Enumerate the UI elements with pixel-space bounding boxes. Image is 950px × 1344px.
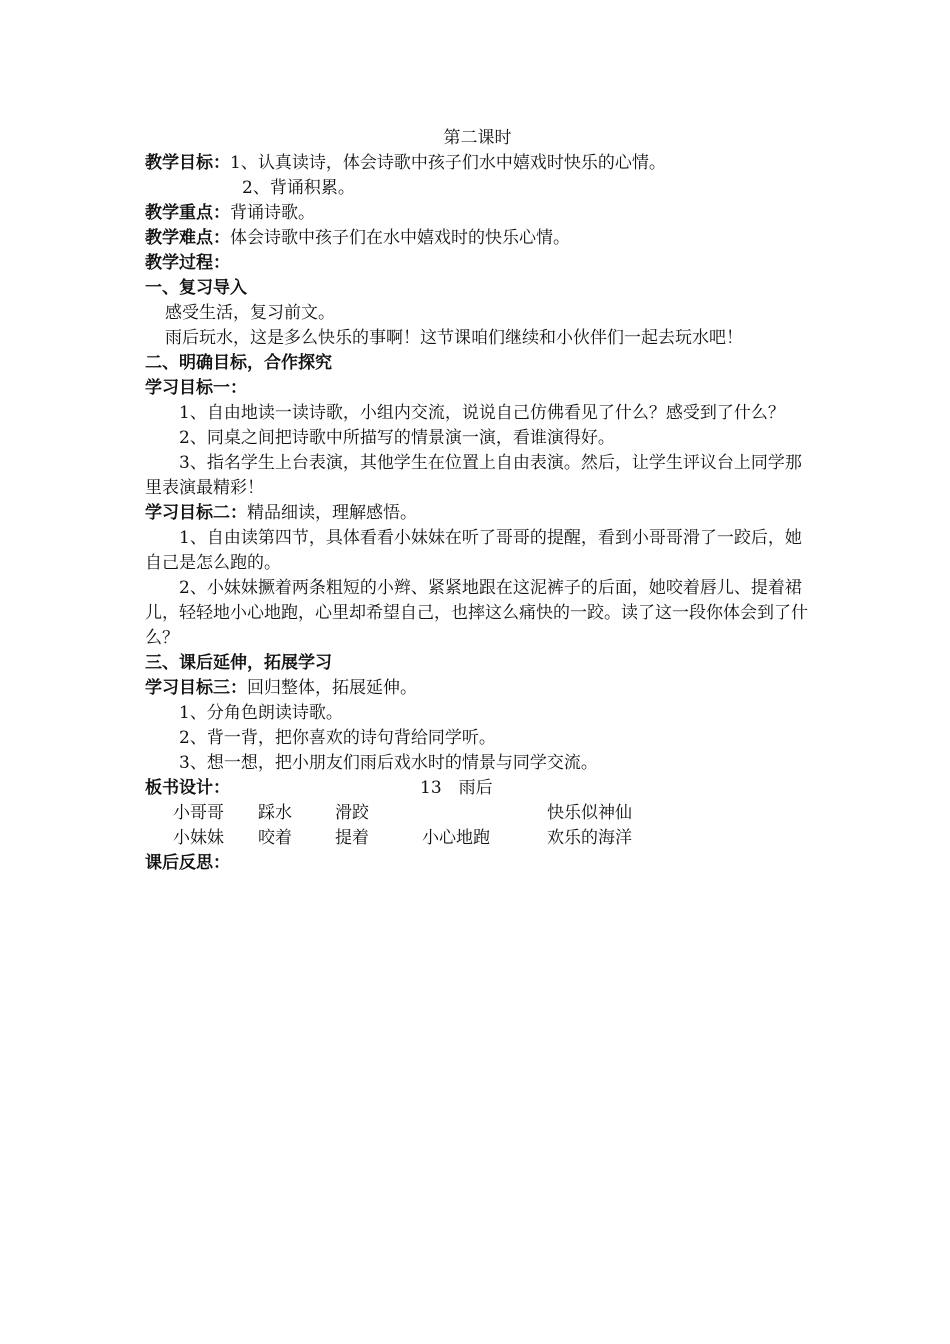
board-design-header xyxy=(145,776,810,801)
board-cell: 滑跤 xyxy=(335,803,369,823)
goal-2-item-1: 1、自由读第四节，具体看看小妹妹在听了哥哥的提醒，看到小哥哥滑了一跤后，她自己是怎么跑的。 xyxy=(145,528,802,573)
goal-3-row xyxy=(145,676,810,701)
goal-2-text: 精品细读，理解感悟。 xyxy=(247,503,417,523)
difficulty-text: 体会诗歌中孩子们在水中嬉戏时的快乐心情。 xyxy=(230,228,570,248)
objectives-item-2: 2、背诵积累。 xyxy=(242,178,355,198)
goal-3-label: 学习目标三： xyxy=(145,678,247,698)
objectives-item-1: 1、认真读诗，体会诗歌中孩子们水中嬉戏时快乐的心情。 xyxy=(230,153,666,173)
key-point-text: 背诵诗歌。 xyxy=(230,203,315,223)
board-design-label: 板书设计： xyxy=(145,778,230,798)
board-row-2 xyxy=(145,826,810,851)
section-3-heading: 三、课后延伸，拓展学习 xyxy=(145,653,332,673)
board-cell: 欢乐的海洋 xyxy=(547,828,632,848)
page-title: 第二课时 xyxy=(443,128,512,148)
difficulty-label: 教学难点： xyxy=(145,228,230,248)
objectives-row xyxy=(145,151,810,176)
board-design-title: 13 雨后 xyxy=(420,778,493,798)
goal-2-row xyxy=(145,501,810,526)
section-1-line-1: 感受生活，复习前文。 xyxy=(165,303,335,323)
section-1-line-2: 雨后玩水，这是多么快乐的事啊！这节课咱们继续和小伙伴们一起去玩水吧！ xyxy=(165,328,743,348)
goal-3-text: 回归整体，拓展延伸。 xyxy=(247,678,417,698)
goal-1-item-2: 2、同桌之间把诗歌中所描写的情景演一演，看谁演得好。 xyxy=(179,428,615,448)
goal-1-item-1: 1、自由地读一读诗歌，小组内交流，说说自己仿佛看见了什么？感受到了什么？ xyxy=(179,403,785,423)
goal-2-item-2: 2、小妹妹撅着两条粗短的小辫、紧紧地跟在这泥裤子的后面，她咬着唇儿、提着裙儿，轻轻地小心地跑，心里却希望自己，也摔这么痛快的一跤。读了这一段你体会到了什么？ xyxy=(145,578,808,648)
goal-3-item-1: 1、分角色朗读诗歌。 xyxy=(179,703,343,723)
board-cell: 踩水 xyxy=(258,803,292,823)
goal-1-item-3: 3、指名学生上台表演，其他学生在位置上自由表演。然后，让学生评议台上同学那里表演最精彩！ xyxy=(145,453,802,498)
difficulty-row xyxy=(145,226,810,251)
section-2-heading: 二、明确目标，合作探究 xyxy=(145,353,332,373)
reflection-label: 课后反思： xyxy=(145,853,230,873)
goal-3-item-2: 2、背一背，把你喜欢的诗句背给同学听。 xyxy=(179,728,496,748)
key-point-label: 教学重点： xyxy=(145,203,230,223)
goal-1-label: 学习目标一： xyxy=(145,378,247,398)
board-cell: 咬着 xyxy=(258,828,292,848)
lesson-plan-page xyxy=(145,126,810,876)
board-cell: 小心地跑 xyxy=(422,828,490,848)
board-cell: 快乐似神仙 xyxy=(547,803,632,823)
board-row-1 xyxy=(145,801,810,826)
goal-3-item-3: 3、想一想，把小朋友们雨后戏水时的情景与同学交流。 xyxy=(179,753,598,773)
goal-2-label: 学习目标二： xyxy=(145,503,247,523)
process-label: 教学过程： xyxy=(145,253,230,273)
board-cell: 小哥哥 xyxy=(173,803,224,823)
key-point-row xyxy=(145,201,810,226)
objectives-label: 教学目标： xyxy=(145,153,230,173)
section-1-heading: 一、复习导入 xyxy=(145,278,247,298)
board-cell: 提着 xyxy=(335,828,369,848)
board-cell: 小妹妹 xyxy=(173,828,224,848)
